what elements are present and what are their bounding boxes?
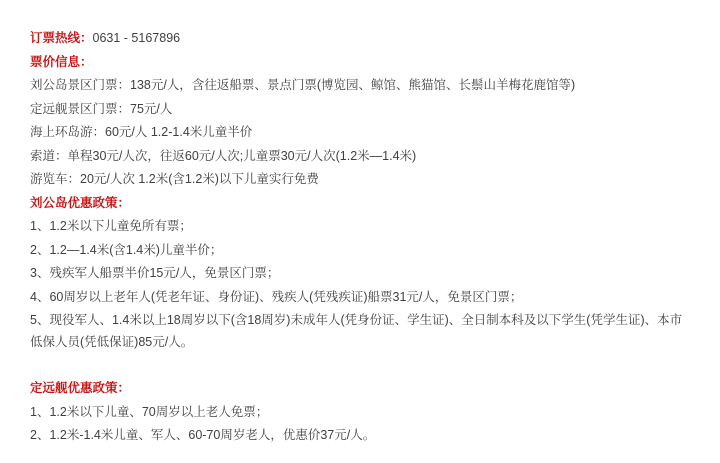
liugong-policy-item-1: [30, 215, 694, 237]
booking-hotline-line-label: 订票热线：: [30, 31, 93, 45]
price-info-heading: [30, 51, 694, 73]
liugong-policy-item-3-text: 3、残疾军人船票半价15元/人，免景区门票；: [30, 266, 280, 280]
booking-hotline-line-text: 0631 - 5167896: [92, 31, 181, 45]
dingyuan-policy-item-1: [30, 401, 694, 423]
sightseeing-car-line: [30, 168, 694, 190]
dingyuan-ship-ticket-line: [30, 98, 694, 120]
booking-hotline-line: [30, 27, 694, 49]
liugong-policy-item-2: [30, 239, 694, 261]
dingyuan-ship-ticket-line-text: 定远舰景区门票：75元/人: [30, 101, 173, 116]
liugong-island-ticket-line-text: 刘公岛景区门票：138元/人，含往返船票、景点门票(博览园、鲸馆、熊猫馆、长鬃山羊梅花鹿馆等): [30, 78, 576, 92]
liugong-island-policy-heading-label: 刘公岛优惠政策：: [30, 195, 131, 210]
island-boat-tour-line-text: 海上环岛游：60元/人 1.2-1.4米儿童半价: [30, 125, 253, 139]
liugong-policy-item-5: [30, 309, 694, 353]
sightseeing-car-line-text: 游览车：20元/人次 1.2米(含1.2米)以下儿童实行免费: [30, 172, 319, 186]
dingyuan-policy-item-2-text: 2、1.2米-1.4米儿童、军人、60-70周岁老人，优惠价37元/人。: [30, 428, 376, 442]
liugong-policy-item-5-text: 5、现役军人、1.4米以上18周岁以下(含18周岁)未成年人(凭身份证、学生证)、全日制本科及以下学生(凭学生证)、本市低保人员(凭低保证)85元/人。: [30, 313, 683, 349]
liugong-island-ticket-line: [30, 74, 694, 96]
liugong-policy-item-3: [30, 262, 694, 284]
liugong-policy-item-2-text: 2、1.2—1.4米(含1.4米)儿童半价；: [30, 242, 223, 257]
liugong-policy-item-1-text: 1、1.2米以下儿童免所有票；: [30, 219, 192, 233]
dingyuan-policy-item-2: [30, 424, 694, 446]
cableway-line: [30, 145, 694, 167]
island-boat-tour-line: [30, 121, 694, 143]
dingyuan-ship-policy-heading-label: 定远舰优惠政策：: [30, 381, 131, 395]
liugong-policy-item-4: [30, 286, 694, 308]
liugong-policy-item-4-text: 4、60周岁以上老年人(凭老年证、身份证)、残疾人(凭残疾证)船票31元/人，免景区门票；: [30, 289, 523, 304]
cableway-line-text: 索道：单程30元/人次，往返60元/人次;儿童票30元/人次(1.2米—1.4米): [30, 148, 417, 163]
liugong-island-policy-heading: [30, 192, 694, 214]
dingyuan-policy-item-1-text: 1、1.2米以下儿童、70周岁以上老人免票；: [30, 404, 269, 419]
dingyuan-ship-policy-heading: [30, 377, 694, 399]
price-info-heading-label: 票价信息：: [30, 54, 93, 69]
